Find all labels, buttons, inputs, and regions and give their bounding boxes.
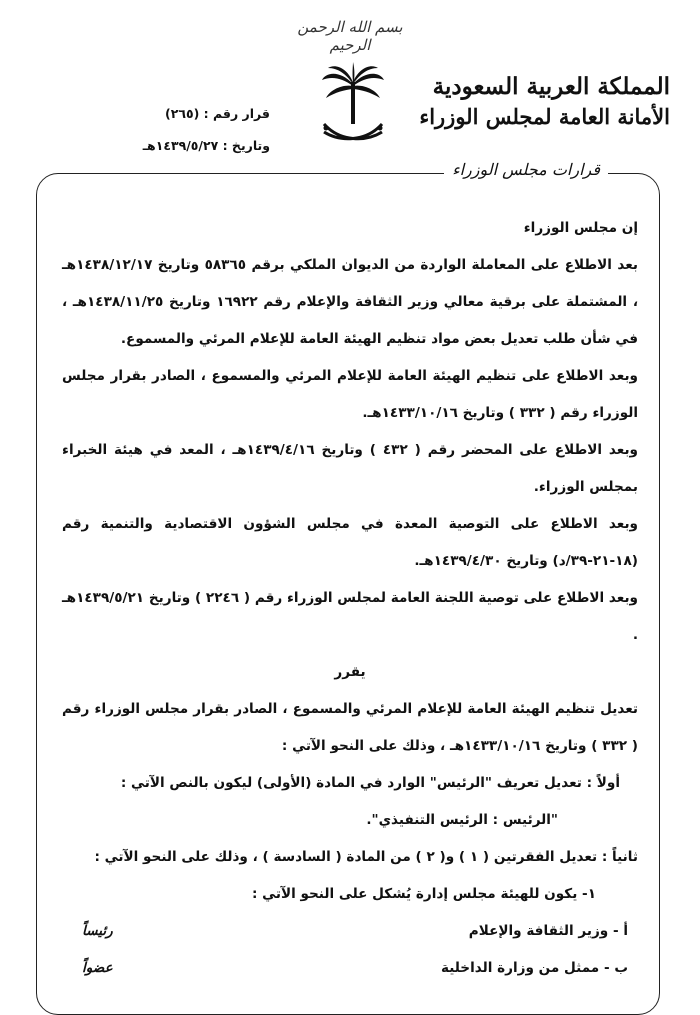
paragraph-2: وبعد الاطلاع على تنظيم الهيئة العامة للإعلام المرئي والمسموع ، الصادر بقرار مجلس الوزراء رقم ( ٣٣٢ ) وتاريخ ١٤٣٣/١٠/١٦هـ. bbox=[62, 368, 638, 421]
decision-date: وتاريخ : ١٤٣٩/٥/٢٧هـ bbox=[142, 138, 270, 153]
government-header bbox=[419, 72, 670, 132]
decision-meta bbox=[70, 98, 270, 162]
board-member-label: أ - وزير الثقافة والإعلام bbox=[468, 923, 628, 939]
board-member-role: عضواً bbox=[82, 960, 113, 976]
basmala: بسم الله الرحمن الرحيم bbox=[297, 18, 403, 54]
paragraph-5: وبعد الاطلاع على توصية اللجنة العامة لمجلس الوزراء رقم ( ٢٢٤٦ ) وتاريخ ١٤٣٩/٥/٢١هـ . bbox=[62, 590, 638, 643]
kingdom-name: المملكة العربية السعودية bbox=[432, 73, 670, 100]
article-second: ثانياً : تعديل الفقرتين ( ١ ) و( ٢ ) من المادة ( السادسة ) ، وذلك على النحو الآتي : bbox=[94, 849, 638, 865]
article-first: أولاً : تعديل تعريف "الرئيس" الوارد في المادة (الأولى) ليكون بالنص الآتي : bbox=[120, 775, 620, 791]
board-member-role: رئيساً bbox=[82, 923, 113, 939]
board-member-row bbox=[62, 913, 638, 950]
board-member-row bbox=[62, 950, 638, 987]
decision-number: قرار رقم : (٢٦٥) bbox=[164, 106, 270, 121]
secretariat-name: الأمانة العامة لمجلس الوزراء bbox=[419, 104, 670, 129]
section-title: قرارات مجلس الوزراء bbox=[444, 160, 608, 179]
article-first-definition: "الرئيس : الرئيس التنفيذي". bbox=[366, 812, 558, 828]
board-member-label: ب - ممثل من وزارة الداخلية bbox=[440, 960, 628, 976]
item-1: ١- يكون للهيئة مجلس إدارة يُشكل على النحو الآتي : bbox=[251, 886, 596, 902]
decides-heading: يقرر bbox=[334, 664, 366, 680]
paragraph-1: بعد الاطلاع على المعاملة الواردة من الديوان الملكي برقم ٥٨٣٦٥ وتاريخ ١٤٣٨/١٢/١٧هـ ، المشتملة على برقية معالي وزير الثقافة والإعلام رقم ١٦٩٢٢ وتاريخ ١٤٣٨/١١/٢٥هـ ، في شأن طلب تعديل بعض مواد تنظيم الهيئة العامة للإعلام المرئي والمسموع. bbox=[62, 257, 639, 347]
paragraph-6: تعديل تنظيم الهيئة العامة للإعلام المرئي والمسموع ، الصادر بقرار مجلس الوزراء رقم ( ٣٣٢ ) وتاريخ ١٤٣٣/١٠/١٦هـ ، وذلك على النحو الآتي : bbox=[62, 701, 638, 754]
paragraph-4: وبعد الاطلاع على التوصية المعدة في مجلس الشؤون الاقتصادية والتنمية رقم (١٨-٢١-٣٩/د) وتاريخ ١٤٣٩/٤/٣٠هـ. bbox=[62, 516, 638, 569]
opening-line: إن مجلس الوزراء bbox=[523, 220, 638, 236]
palm-and-swords-emblem-icon bbox=[318, 62, 388, 147]
paragraph-3: وبعد الاطلاع على المحضر رقم ( ٤٣٢ ) وتاريخ ١٤٣٩/٤/١٦هـ ، المعد في هيئة الخبراء بمجلس الوزراء. bbox=[62, 442, 638, 495]
decision-body bbox=[62, 210, 638, 987]
